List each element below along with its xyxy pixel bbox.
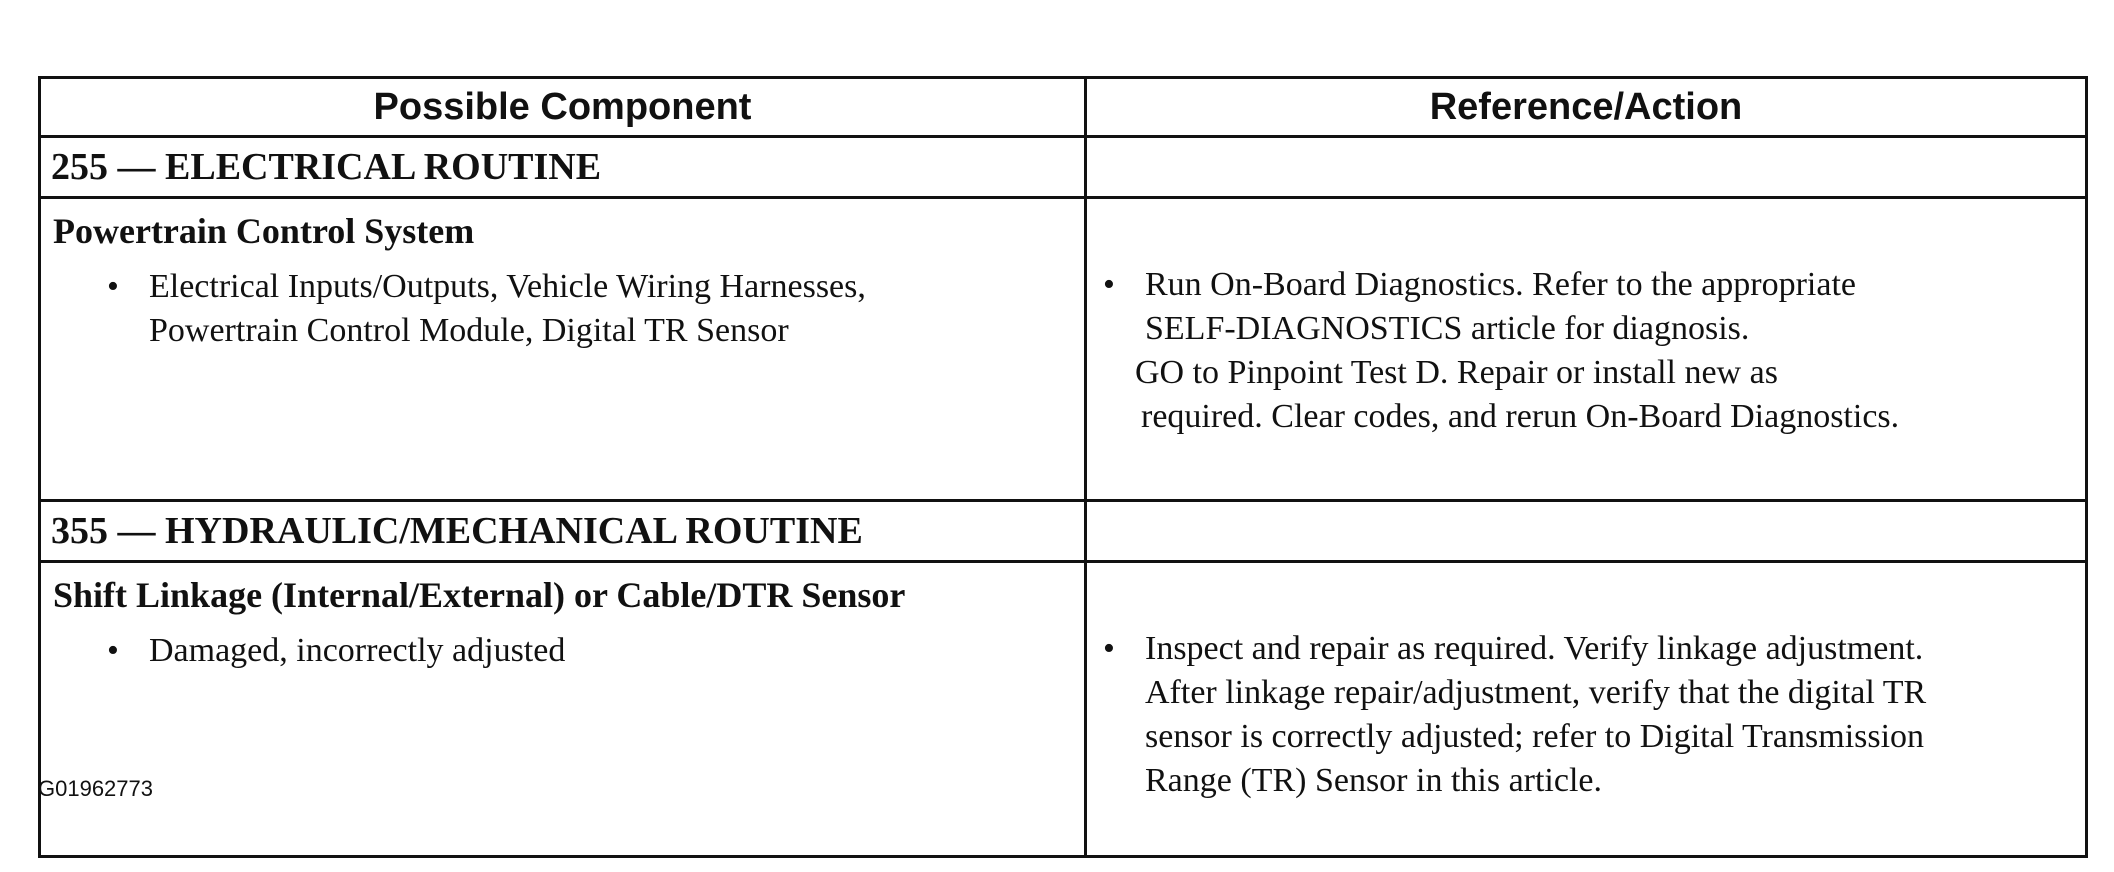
header-possible-component: Possible Component [40,78,1086,137]
table-row [40,562,2087,857]
reference-line-pinpoint: GO to Pinpoint Test D. Repair or install new as [1135,354,1778,391]
routine-255-row [40,137,2087,198]
reference-line-clear-codes: required. Clear codes, and rerun On-Board Diagnostics. [1141,398,1900,435]
component-title-shift-linkage: Shift Linkage (Internal/External) or Cable/DTR Sensor [53,575,906,615]
bullet-icon: • [1103,630,1115,667]
component-title-powertrain: Powertrain Control System [53,211,475,251]
bullet-icon: • [107,268,119,305]
routine-355-title: 355 — HYDRAULIC/MECHANICAL ROUTINE [40,501,1086,562]
reference-bullet-shift-linkage [1103,627,2085,803]
reference-bullet-powertrain [1103,263,2085,351]
table-header-row [40,78,2087,137]
reference-bullet-text: Run On-Board Diagnostics. Refer to the appropriate SELF-DIAGNOSTICS article for diagnosis. [1145,266,1856,347]
routine-355-row [40,501,2087,562]
component-cell-powertrain [40,198,1086,501]
component-bullet-powertrain [107,265,1084,353]
diagnostic-table [38,76,2088,858]
figure-id: G01962773 [38,776,153,801]
header-reference-action: Reference/Action [1086,78,2087,137]
component-cell-shift-linkage [40,562,1086,857]
routine-255-empty-cell [1086,137,2087,198]
table-row [40,198,2087,501]
routine-255-title: 255 — ELECTRICAL ROUTINE [40,137,1086,198]
reference-bullet-text: Inspect and repair as required. Verify linkage adjustment. After linkage repair/adjustment, verify that the digital TR sensor is correctly adjusted; refer to Digital Transmission Range (TR) Sensor in this article. [1145,630,1927,799]
routine-355-empty-cell [1086,501,2087,562]
bullet-icon: • [1103,266,1115,303]
component-bullet-text: Damaged, incorrectly adjusted [149,632,566,669]
component-bullet-shift-linkage [107,629,1084,673]
reference-cell-shift-linkage [1086,562,2087,857]
component-bullet-text: Electrical Inputs/Outputs, Vehicle Wiring Harnesses, Powertrain Control Module, Digital TR Sensor [149,268,866,349]
reference-cell-powertrain [1086,198,2087,501]
bullet-icon: • [107,632,119,669]
